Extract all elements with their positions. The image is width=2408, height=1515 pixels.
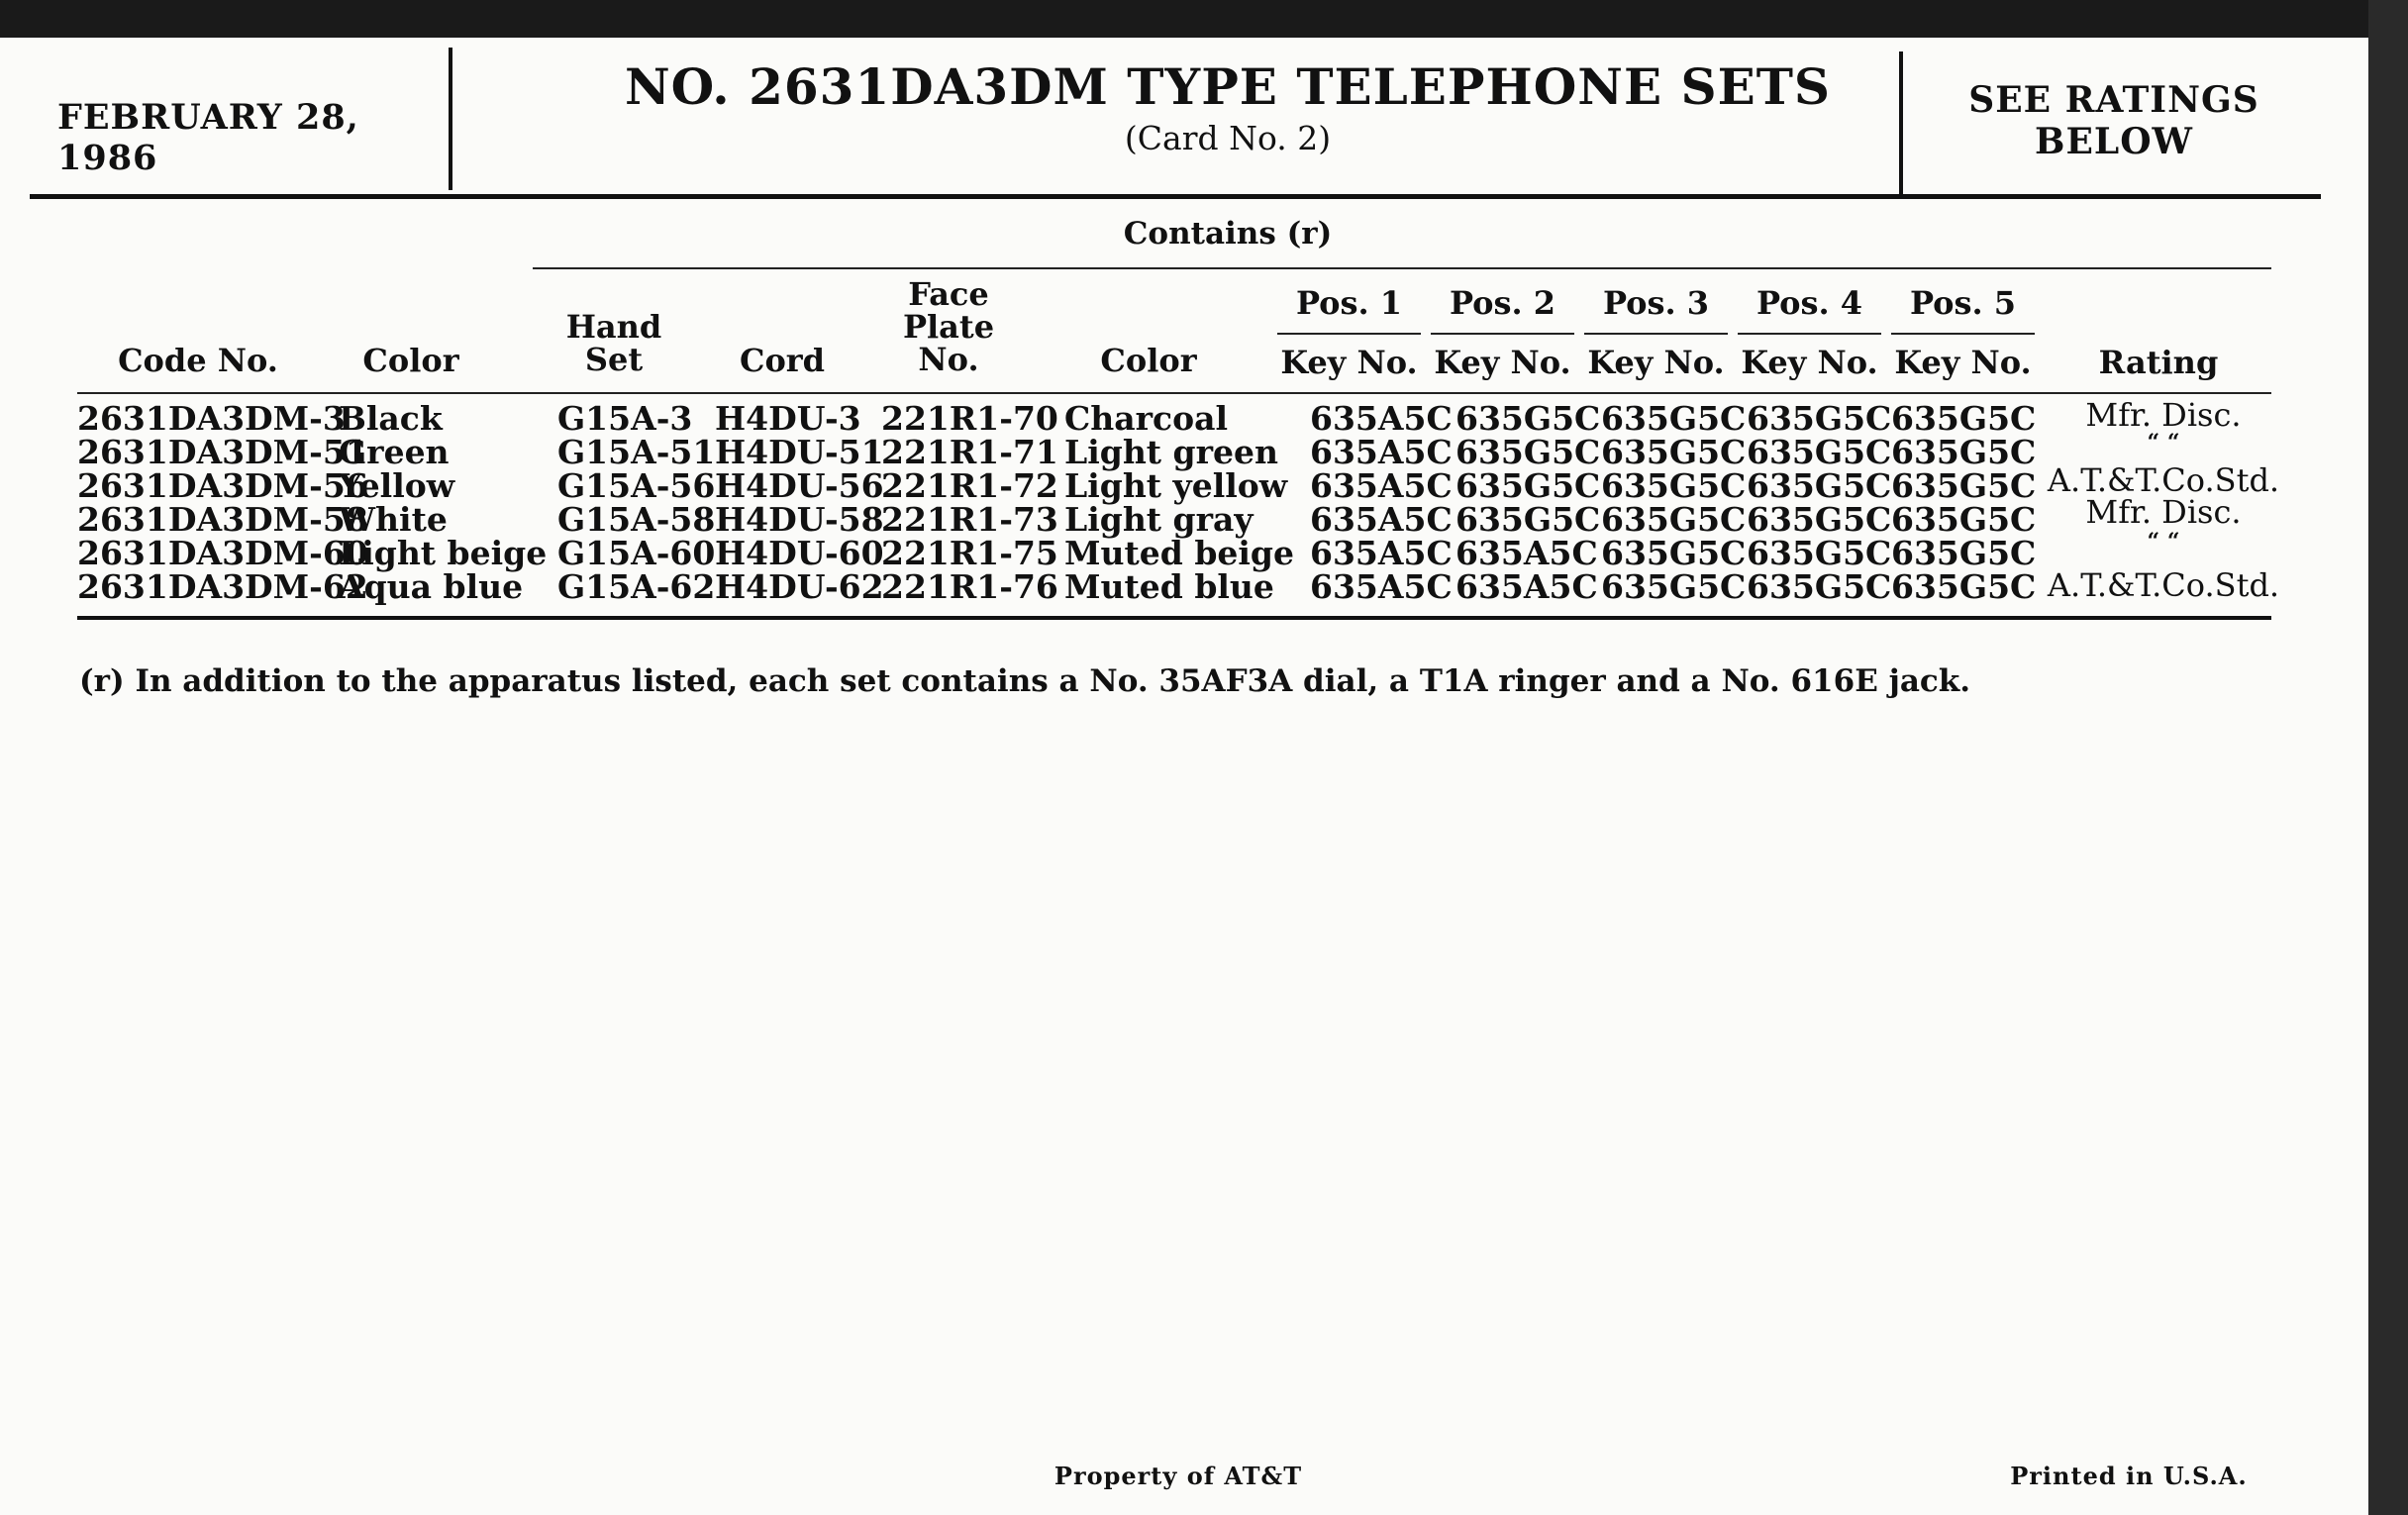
header-handset-line2: Set	[584, 341, 644, 378]
header-rating: Rating	[2098, 344, 2219, 381]
header-divider-right	[1899, 51, 1903, 194]
footnote: (r) In addition to the apparatus listed, each set contains a No. 35AF3A dial, a T1A ringer and a No. 616E jack.	[79, 663, 1971, 699]
cell-color: Yellow	[339, 466, 455, 505]
header-divider-left	[449, 48, 452, 190]
document-date: FEBRUARY 28, 1986	[57, 97, 359, 178]
cell-handset: G15A-62	[557, 567, 716, 606]
table-header-rule	[77, 392, 2271, 394]
cell-key5: 635G5C	[1891, 433, 2037, 471]
cell-cord: H4DU-62	[715, 567, 884, 606]
cell-faceplate: 221R1-72	[881, 466, 1058, 505]
pos1-rule	[1277, 333, 1421, 335]
header-code-no: Code No.	[118, 342, 278, 379]
cell-key2: 635G5C	[1455, 500, 1601, 539]
rating-cell-ditto: “ “	[2147, 430, 2180, 455]
cell-key1: 635A5C	[1310, 466, 1453, 505]
cell-handset: G15A-3	[557, 399, 693, 438]
header-handset-line1: Hand	[565, 308, 662, 346]
header-key3: Key No.	[1587, 344, 1725, 381]
table-row	[0, 500, 2368, 539]
cell-contains-color: Muted beige	[1064, 534, 1294, 572]
header-faceplate-line3: No.	[918, 341, 979, 378]
ratings-note	[1906, 79, 2322, 162]
cell-contains-color: Light gray	[1064, 500, 1254, 539]
cell-faceplate: 221R1-73	[881, 500, 1058, 539]
cell-color: Green	[339, 433, 450, 471]
cell-key1: 635A5C	[1310, 567, 1453, 606]
rating-cell: A.T.&T.Co.Std.	[2047, 461, 2280, 499]
table-row	[0, 433, 2368, 471]
cell-key3: 635G5C	[1601, 466, 1747, 505]
cell-cord: H4DU-56	[715, 466, 884, 505]
cell-key3: 635G5C	[1601, 399, 1747, 438]
rating-cell-ditto: “ “	[2147, 529, 2180, 555]
cell-cord: H4DU-60	[715, 534, 884, 572]
cell-contains-color: Light green	[1064, 433, 1278, 471]
cell-faceplate: 221R1-76	[881, 567, 1058, 606]
header-pos3: Pos. 3	[1602, 284, 1710, 322]
cell-key1: 635A5C	[1310, 500, 1453, 539]
table-row	[0, 399, 2368, 438]
cell-code: 2631DA3DM-51	[77, 433, 368, 471]
header-faceplate-line2: Plate	[902, 308, 995, 346]
cell-key5: 635G5C	[1891, 466, 2037, 505]
header-key2: Key No.	[1434, 344, 1571, 381]
cell-key1: 635A5C	[1310, 534, 1453, 572]
cell-cord: H4DU-58	[715, 500, 884, 539]
pos3-rule	[1584, 333, 1728, 335]
cell-key5: 635G5C	[1891, 567, 2037, 606]
cell-key2: 635A5C	[1455, 567, 1598, 606]
cell-color: Black	[339, 399, 443, 438]
cell-key3: 635G5C	[1601, 433, 1747, 471]
header-rule	[30, 194, 2321, 199]
cell-key4: 635G5C	[1747, 500, 1892, 539]
cell-key5: 635G5C	[1891, 534, 2037, 572]
document-card	[0, 38, 2368, 1515]
table-row	[0, 466, 2368, 505]
cell-cord: H4DU-51	[715, 433, 884, 471]
cell-color: Light beige	[339, 534, 548, 572]
cell-key4: 635G5C	[1747, 466, 1892, 505]
header-pos2: Pos. 2	[1449, 284, 1556, 322]
cell-key3: 635G5C	[1601, 534, 1747, 572]
cell-handset: G15A-51	[557, 433, 716, 471]
cell-code: 2631DA3DM-3	[77, 399, 346, 438]
cell-contains-color: Charcoal	[1064, 399, 1229, 438]
cell-code: 2631DA3DM-62	[77, 567, 368, 606]
cell-key2: 635G5C	[1455, 466, 1601, 505]
cell-handset: G15A-58	[557, 500, 716, 539]
header-key4: Key No.	[1741, 344, 1878, 381]
header-color: Color	[362, 342, 459, 379]
header-faceplate-line1: Face	[908, 275, 989, 313]
cell-faceplate: 221R1-75	[881, 534, 1058, 572]
scan-edge	[2368, 0, 2408, 1515]
header-pos5: Pos. 5	[1909, 284, 2017, 322]
footer-printed: Printed in U.S.A.	[2010, 1462, 2248, 1490]
ratings-note-line1: SEE RATINGS	[1968, 79, 2259, 121]
cell-key4: 635G5C	[1747, 433, 1892, 471]
ratings-note-line2: BELOW	[2035, 121, 2193, 162]
pos5-rule	[1891, 333, 2035, 335]
cell-handset: G15A-60	[557, 534, 716, 572]
header-cord: Cord	[739, 342, 826, 379]
cell-cord: H4DU-3	[715, 399, 861, 438]
header-key1: Key No.	[1280, 344, 1418, 381]
header-handset	[535, 308, 693, 378]
cell-key2: 635A5C	[1455, 534, 1598, 572]
cell-faceplate: 221R1-71	[881, 433, 1058, 471]
cell-code: 2631DA3DM-56	[77, 466, 368, 505]
cell-key1: 635A5C	[1310, 399, 1453, 438]
document-title: NO. 2631DA3DM TYPE TELEPHONE SETS	[624, 57, 1832, 116]
rating-cell: Mfr. Disc.	[2085, 493, 2242, 531]
document-subtitle: (Card No. 2)	[1124, 119, 1332, 157]
cell-key5: 635G5C	[1891, 399, 2037, 438]
cell-key2: 635G5C	[1455, 433, 1601, 471]
cell-handset: G15A-56	[557, 466, 716, 505]
contains-group-label: Contains (r)	[1123, 216, 1333, 252]
rating-cell: Mfr. Disc.	[2085, 396, 2242, 434]
cell-contains-color: Light yellow	[1064, 466, 1288, 505]
cell-contains-color: Muted blue	[1064, 567, 1274, 606]
cell-key3: 635G5C	[1601, 567, 1747, 606]
footer-property: Property of AT&T	[1054, 1462, 1303, 1490]
cell-key4: 635G5C	[1747, 534, 1892, 572]
header-pos4: Pos. 4	[1756, 284, 1863, 322]
cell-key2: 635G5C	[1455, 399, 1601, 438]
pos2-rule	[1431, 333, 1574, 335]
pos4-rule	[1738, 333, 1881, 335]
header-faceplate	[869, 275, 1028, 378]
table-row	[0, 534, 2368, 572]
header-pos1: Pos. 1	[1295, 284, 1403, 322]
cell-key3: 635G5C	[1601, 500, 1747, 539]
cell-key5: 635G5C	[1891, 500, 2037, 539]
cell-color: White	[339, 500, 448, 539]
header-contains-color: Color	[1100, 342, 1197, 379]
cell-key4: 635G5C	[1747, 399, 1892, 438]
contains-rule	[533, 267, 2271, 269]
cell-key1: 635A5C	[1310, 433, 1453, 471]
cell-faceplate: 221R1-70	[881, 399, 1058, 438]
table-row	[0, 567, 2368, 606]
cell-key4: 635G5C	[1747, 567, 1892, 606]
rating-cell: A.T.&T.Co.Std.	[2047, 566, 2280, 604]
cell-code: 2631DA3DM-60	[77, 534, 368, 572]
table-bottom-rule	[77, 616, 2271, 620]
cell-code: 2631DA3DM-58	[77, 500, 368, 539]
header-key5: Key No.	[1894, 344, 2032, 381]
cell-color: Aqua blue	[339, 567, 524, 606]
